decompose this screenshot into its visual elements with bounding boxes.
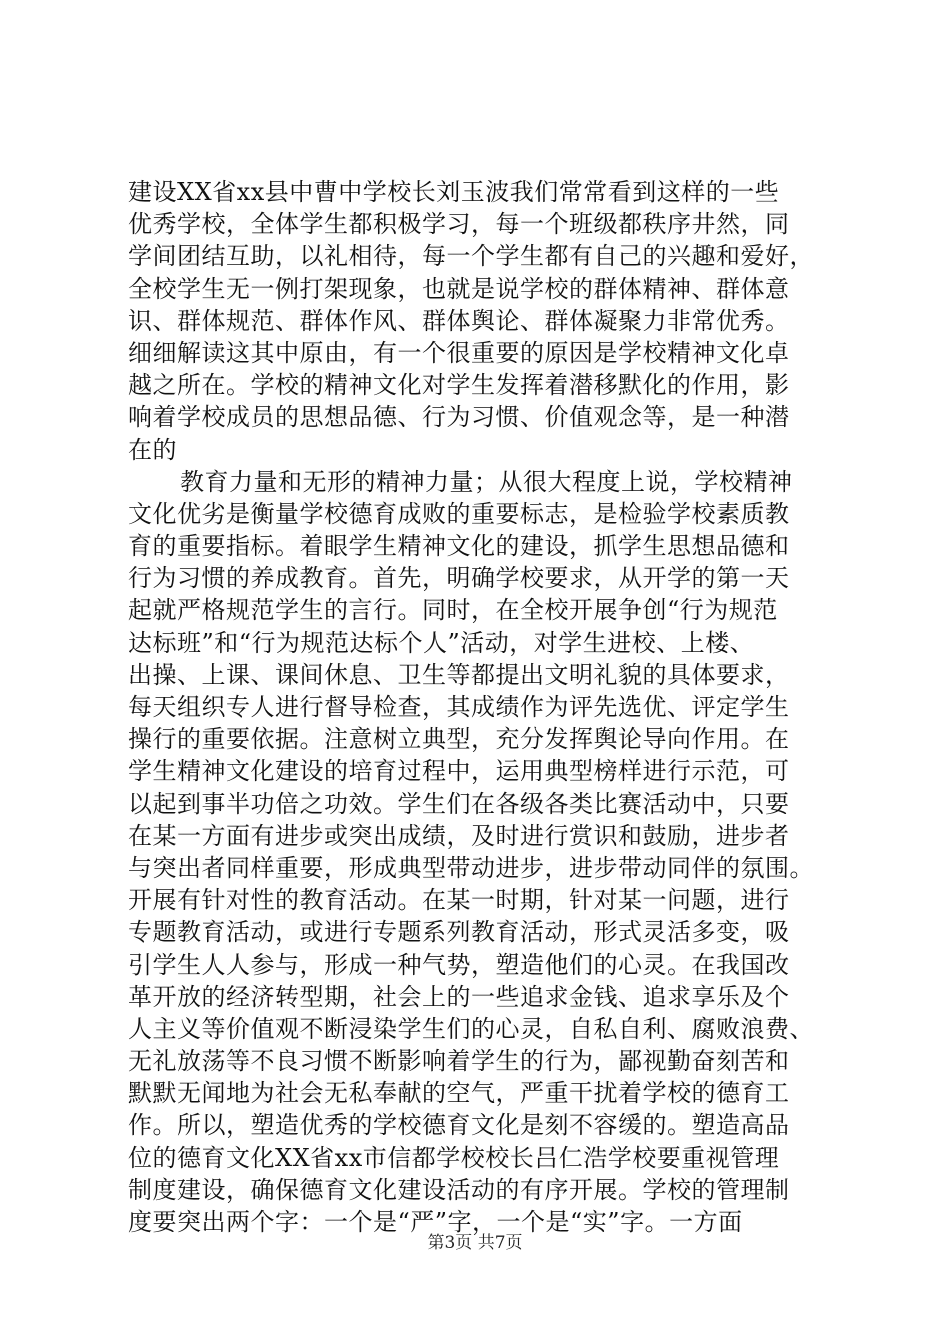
text-line: 文化优劣是衡量学校德育成败的重要标志，是检验学校素质教 xyxy=(128,499,790,528)
text-line: 教育力量和无形的精神力量；从很大程度上说，学校精神 xyxy=(180,467,793,496)
text-line: 达标班”和“行为规范达标个人”活动，对学生进校、上楼、 xyxy=(128,628,755,657)
text-line: 与突出者同样重要，形成典型带动进步，进步带动同伴的氛围。 xyxy=(128,853,814,882)
text-line: 专题教育活动，或进行专题系列教育活动，形式灵活多变，吸 xyxy=(128,918,790,947)
page-number-footer: 第3页 共7页 xyxy=(427,1233,523,1253)
paragraph-1 xyxy=(128,176,836,466)
text-line: 优秀学校，全体学生都积极学习，每一个班级都秩序井然，同 xyxy=(128,210,790,239)
text-line: 建设XX省xx县中曹中学校长刘玉波我们常常看到这样的一些 xyxy=(128,178,780,206)
text-line: 起就严格规范学生的言行。同时，在全校开展争创“行为规范 xyxy=(128,596,778,625)
text-line: 革开放的经济转型期，社会上的一些追求金钱、追求享乐及个 xyxy=(128,982,790,1011)
text-line: 位的德育文化XX省xx市信都学校校长吕仁浩学校要重视管理 xyxy=(128,1143,780,1172)
text-line: 出操、上课、课间休息、卫生等都提出文明礼貌的具体要求， xyxy=(128,660,790,689)
text-line: 以起到事半功倍之功效。学生们在各级各类比赛活动中，只要 xyxy=(128,789,790,818)
text-line: 响着学校成员的思想品德、行为习惯、价值观念等，是一种潜 xyxy=(128,403,790,432)
paragraph-2 xyxy=(128,466,836,1239)
text-line: 默默无闻地为社会无私奉献的空气，严重干扰着学校的德育工 xyxy=(128,1079,790,1108)
text-line: 开展有针对性的教育活动。在某一时期，针对某一问题，进行 xyxy=(128,886,790,915)
text-line: 人主义等价值观不断浸染学生们的心灵，自私自利、腐败浪费、 xyxy=(128,1014,814,1043)
text-line: 每天组织专人进行督导检查，其成绩作为评先选优、评定学生 xyxy=(128,693,790,721)
text-line: 制度建设，确保德育文化建设活动的有序开展。学校的管理制 xyxy=(128,1175,790,1204)
text-line: 操行的重要依据。注意树立典型，充分发挥舆论导向作用。在 xyxy=(128,725,790,754)
text-line: 学生精神文化建设的培育过程中，运用典型榜样进行示范，可 xyxy=(128,757,790,786)
text-line: 越之所在。学校的精神文化对学生发挥着潜移默化的作用，影 xyxy=(128,371,790,400)
text-line: 识、群体规范、群体作风、群体舆论、群体凝聚力非常优秀。 xyxy=(128,306,790,335)
text-line: 学间团结互助，以礼相待，每一个学生都有自己的兴趣和爱好， xyxy=(128,242,814,271)
text-line: 在的 xyxy=(128,435,177,464)
text-line: 全校学生无一例打架现象，也就是说学校的群体精神、群体意 xyxy=(128,274,790,303)
text-line: 行为习惯的养成教育。首先，明确学校要求，从开学的第一天 xyxy=(128,564,790,593)
text-line: 作。所以，塑造优秀的学校德育文化是刻不容缓的。塑造高品 xyxy=(128,1111,790,1140)
text-line: 细细解读这其中原由，有一个很重要的原因是学校精神文化卓 xyxy=(128,338,790,367)
text-line: 育的重要指标。着眼学生精神文化的建设，抓学生思想品德和 xyxy=(128,532,790,561)
text-line: 无礼放荡等不良习惯不断影响着学生的行为，鄙视勤奋刻苦和 xyxy=(128,1047,790,1076)
text-line: 引学生人人参与，形成一种气势，塑造他们的心灵。在我国改 xyxy=(128,950,790,979)
text-line: 在某一方面有进步或突出成绩，及时进行赏识和鼓励，进步者 xyxy=(128,821,790,850)
document-body xyxy=(128,176,836,1238)
text-line: 度要突出两个字：一个是“严”字，一个是“实”字。一方面 xyxy=(128,1208,743,1236)
